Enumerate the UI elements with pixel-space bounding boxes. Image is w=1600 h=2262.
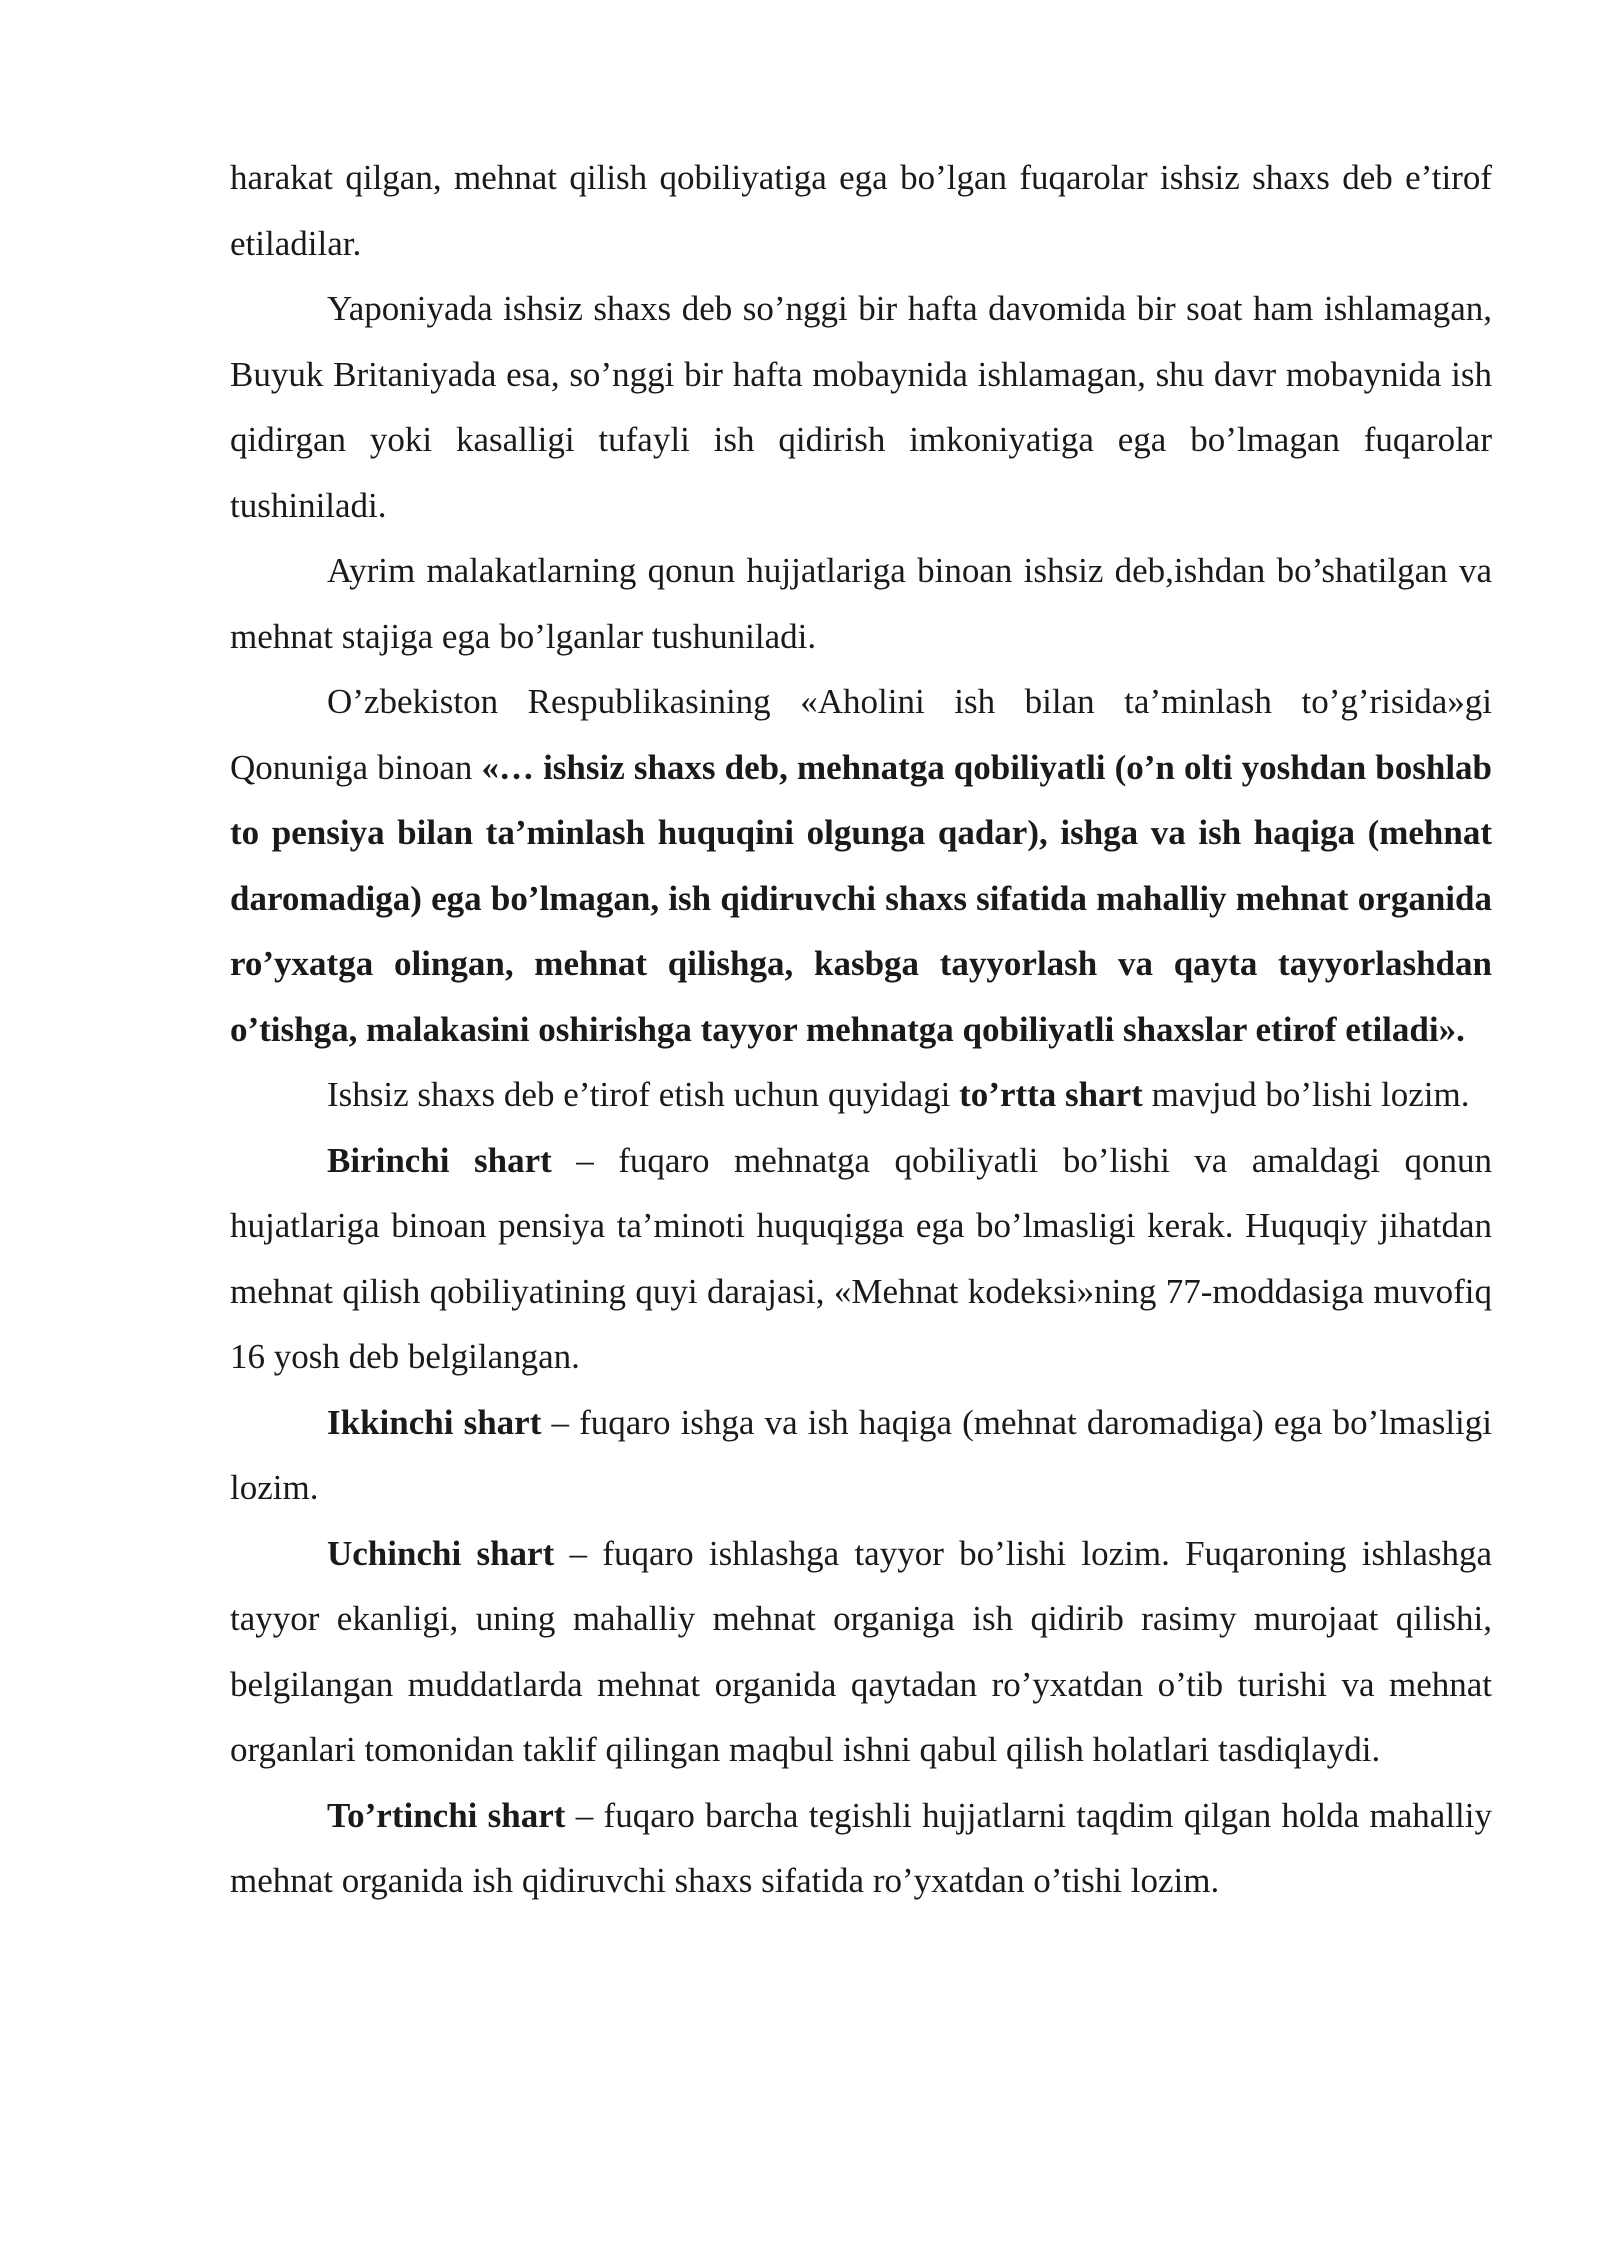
paragraph-second-condition — [230, 1390, 1492, 1521]
paragraph-3-text: Ayrim malakatlarning qonun hujjatlariga binoan ishsiz deb,ishdan bo’shatilgan va mehnat stajiga ega bo’lganlar tushuniladi. — [230, 551, 1492, 656]
fourth-condition-text: – fuqaro barcha tegishli hujjatlarni taqdim qilgan holda mahalliy mehnat organida ish qidiruvchi shaxs sifatida ro’yxatdan o’tishi lozim. — [230, 1795, 1493, 1900]
paragraph-3 — [230, 538, 1492, 669]
paragraph-2 — [230, 276, 1492, 538]
paragraph-5-text-b: mavjud bo’lishi lozim. — [1142, 1075, 1470, 1114]
paragraph-first-condition — [230, 1128, 1492, 1390]
second-condition-heading: Ikkinchi shart — [327, 1402, 542, 1442]
paragraph-1 — [230, 145, 1492, 276]
paragraph-4-text: O’zbekiston Respublikasining «Aholini ish bilan ta’minlash to’g’risida»gi Qonuniga binoan — [230, 682, 1492, 787]
first-condition-text: – fuqaro mehnatga qobiliyatli bo’lishi va amaldagi qonun hujatlariga binoan pensiya ta’minoti huquqigga ega bo’lmasligi kerak. Huquqiy jihatdan mehnat qilish qobiliyatining quyi darajasi, «Mehnat kodeksi»ning 77-moddasiga muvofiq 16 yosh deb belgilangan. — [230, 1140, 1492, 1376]
paragraph-third-condition — [230, 1521, 1492, 1783]
paragraph-2-text: Yaponiyada ishsiz shaxs deb so’nggi bir hafta davomida bir soat ham ishlamagan, Buyuk Britaniyada esa, so’nggi bir hafta mobaynida ishlamagan, shu davr mobaynida ish qidirgan yoki kasalligi tufayli ish qidirish imkoniyatiga ega bo’lmagan fuqarolar tushiniladi. — [230, 289, 1492, 525]
first-condition-heading: Birinchi shart — [327, 1140, 552, 1180]
paragraph-5-text-a: Ishsiz shaxs deb e’tirof etish uchun quyidagi — [327, 1075, 960, 1114]
fourth-condition-heading: To’rtinchi shart — [327, 1795, 566, 1835]
third-condition-heading: Uchinchi shart — [327, 1533, 555, 1573]
second-condition-text: – fuqaro ishga va ish haqiga (mehnat daromadiga) ega bo’lmasligi lozim. — [230, 1402, 1493, 1507]
paragraph-1-text: harakat qilgan, mehnat qilish qobiliyatiga ega bo’lgan fuqarolar ishsiz shaxs deb e’tirof etiladilar. — [230, 158, 1492, 263]
document-page — [230, 145, 1492, 1914]
paragraph-5 — [230, 1062, 1492, 1128]
third-condition-text: – fuqaro ishlashga tayyor bo’lishi lozim. Fuqaroning ishlashga tayyor ekanligi, uning mahalliy mehnat organiga ish qidirib rasimy murojaat qilishi, belgilangan muddatlarda mehnat organida qaytadan ro’yxatdan o’tib turishi va mehnat organlari tomonidan taklif qilingan maqbul ishni qabul qilish holatlari tasdiqlaydi. — [230, 1533, 1493, 1769]
four-conditions-bold: to’rtta shart — [959, 1075, 1143, 1114]
paragraph-4 — [230, 669, 1492, 1062]
paragraph-fourth-condition — [230, 1783, 1492, 1914]
law-quote-bold: «… ishsiz shaxs deb, mehnatga qobiliyatli (o’n olti yoshdan boshlab to pensiya bilan ta’minlash huquqini olgunga qadar), ishga va ish haqiga (mehnat daromadiga) ega bo’lmagan, ish qidiruvchi shaxs sifatida mahalliy mehnat organida ro’yxatga olingan, mehnat qilishga, kasbga tayyorlash va qayta tayyorlashdan o’tishga, malakasini oshirishga tayyor mehnatga qobiliyatli shaxslar etirof etiladi». — [230, 747, 1493, 1049]
